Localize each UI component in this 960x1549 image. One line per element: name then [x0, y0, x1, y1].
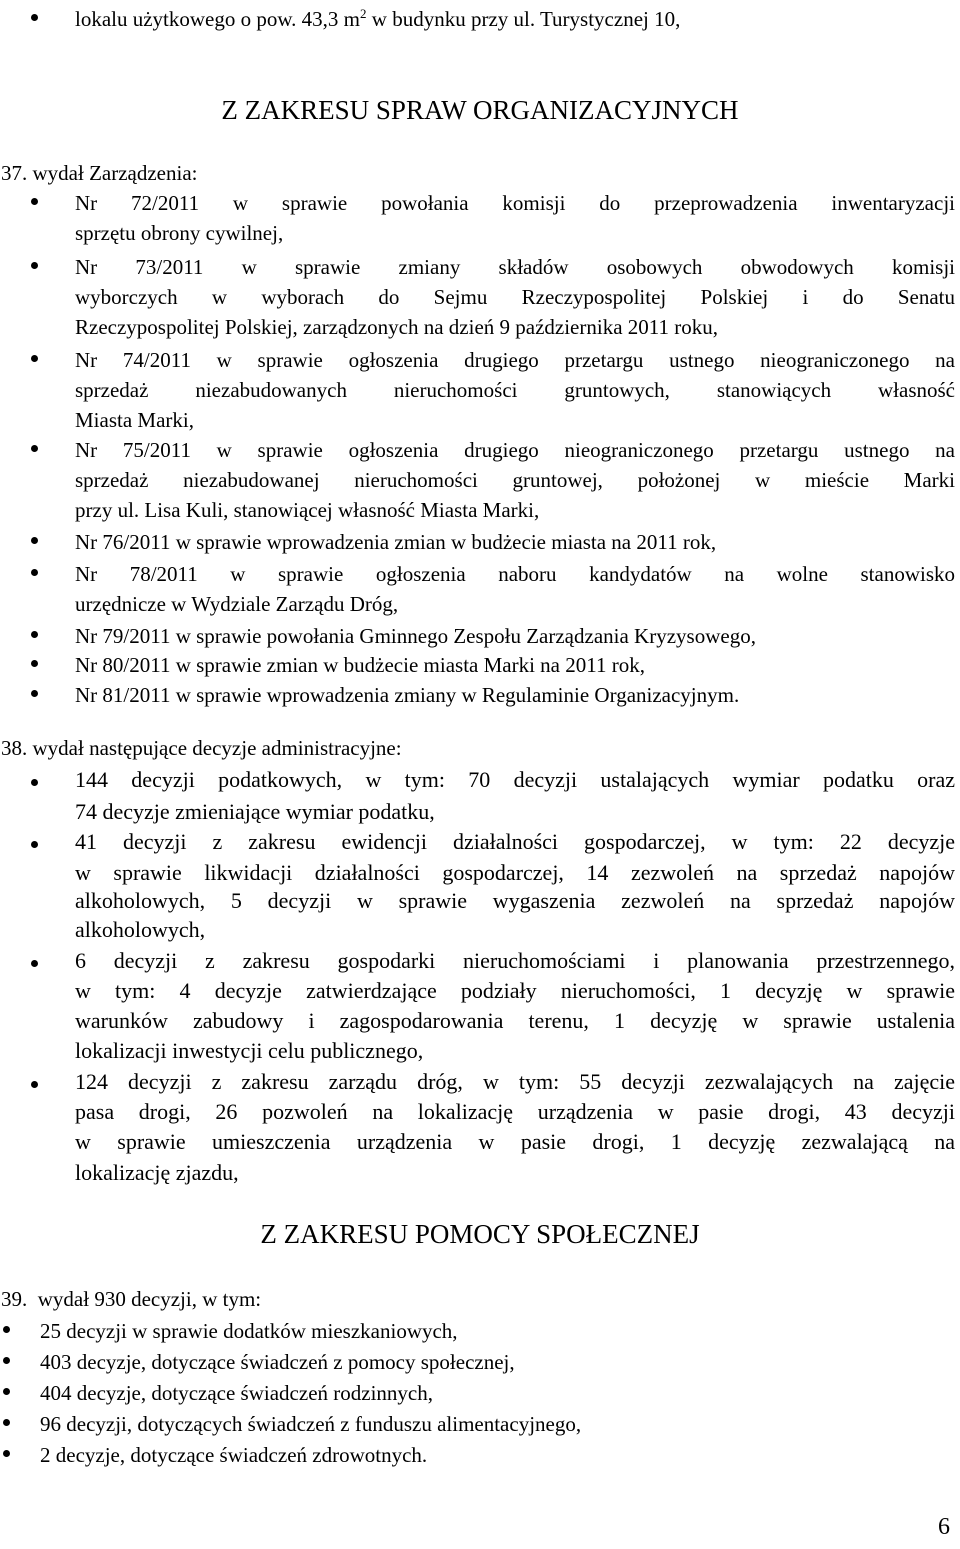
s37-item-7-line-1: Nr 79/2011 w sprawie powołania Gminnego Zespołu Zarządzania Kryzysowego,: [75, 624, 756, 648]
bullet: [31, 1081, 38, 1088]
section-39-header: [1, 1284, 261, 1314]
s37-item-3-line-1: Nr 74/2011 w sprawie ogłoszenia drugiego przetargu ustnego nieograniczonego na: [75, 348, 955, 372]
s37-item-6-line-2: urzędnicze w Wydziale Zarządu Dróg,: [75, 592, 399, 616]
s38-item-2-line-2: w sprawie likwidacji działalności gospodarczej, 14 zezwoleń na sprzedaż napojów: [75, 860, 955, 885]
bullet: [31, 631, 38, 638]
s37-item-4-line-1: Nr 75/2011 w sprawie ogłoszenia drugiego nieograniczonego przetargu ustnego na: [75, 438, 955, 462]
bullet: [3, 1450, 10, 1457]
bullet: [31, 355, 38, 362]
s37-item-5-line-1: Nr 76/2011 w sprawie wprowadzenia zmian w budżecie miasta na 2011 rok,: [75, 530, 717, 554]
s38-item-1-line-1: 144 decyzji podatkowych, w tym: 70 decyzji ustalających wymiar podatku oraz: [75, 767, 955, 792]
section-38-title: wydał następujące decyzje administracyjne:: [32, 736, 402, 760]
bullet: [3, 1357, 10, 1364]
s37-item-3-line-3: Miasta Marki,: [75, 408, 194, 432]
bullet: [31, 445, 38, 452]
top-item-text: [75, 4, 680, 34]
s38-item-3-line-3: warunków zabudowy i zagospodarowania terenu, 1 decyzję w sprawie ustalenia: [75, 1008, 955, 1033]
bullet: [31, 198, 38, 205]
s37-item-1-line-2: sprzętu obrony cywilnej,: [75, 221, 284, 245]
s38-item-4-line-1: 124 decyzji z zakresu zarządu dróg, w tym: 55 decyzji zezwalających na zajęcie: [75, 1069, 955, 1094]
s39-item-4: 96 decyzji, dotyczących świadczeń z funduszu alimentacyjnego,: [40, 1412, 582, 1436]
s38-item-3-line-1: 6 decyzji z zakresu gospodarki nieruchomościami i planowania przestrzennego,: [75, 948, 955, 973]
section-37-header: [1, 158, 198, 188]
s39-item-5: 2 decyzje, dotyczące świadczeń zdrowotnych.: [40, 1443, 428, 1467]
section-39-number: 39.: [1, 1287, 28, 1311]
s38-item-2-line-1: 41 decyzji z zakresu ewidencji działalności gospodarczej, w tym: 22 decyzje: [75, 829, 955, 854]
s37-item-8-line-1: Nr 80/2011 w sprawie zmian w budżecie miasta Marki na 2011 rok,: [75, 653, 645, 677]
top-item-rest: w budynku przy ul. Turystycznej 10,: [366, 7, 681, 31]
heading-social-assistance: Z ZAKRESU POMOCY SPOŁECZNEJ: [260, 1219, 700, 1249]
s38-item-4-line-4: lokalizację zjazdu,: [75, 1160, 239, 1185]
s38-item-2-line-4: alkoholowych,: [75, 917, 206, 942]
bullet: [31, 660, 38, 667]
section-37-number: 37.: [1, 161, 28, 185]
bullet: [31, 262, 38, 269]
s39-item-3: 404 decyzje, dotyczące świadczeń rodzinnych,: [40, 1381, 433, 1405]
bullet: [31, 14, 38, 21]
section-37-title: wydał Zarządzenia:: [32, 161, 198, 185]
s38-item-1-line-2: 74 decyzje zmieniające wymiar podatku,: [75, 799, 435, 824]
bullet: [31, 960, 38, 967]
s37-item-2-line-2: wyborczych w wyborach do Sejmu Rzeczypospolitej Polskiej i do Senatu: [75, 285, 955, 309]
s37-item-1-line-1: Nr 72/2011 w sprawie powołania komisji do przeprowadzenia inwentaryzacji: [75, 191, 955, 215]
bullet: [3, 1326, 10, 1333]
bullet: [31, 537, 38, 544]
s39-item-2: 403 decyzje, dotyczące świadczeń z pomocy społecznej,: [40, 1350, 515, 1374]
bullet: [3, 1388, 10, 1395]
bullet: [3, 1419, 10, 1426]
s38-item-4-line-2: pasa drogi, 26 pozwoleń na lokalizację urządzenia w pasie drogi, 43 decyzji: [75, 1099, 955, 1124]
page-number: 6: [938, 1514, 950, 1540]
bullet: [31, 841, 38, 848]
s37-item-6-line-1: Nr 78/2011 w sprawie ogłoszenia naboru kandydatów na wolne stanowisko: [75, 562, 955, 586]
s37-item-9-line-1: Nr 81/2011 w sprawie wprowadzenia zmiany w Regulaminie Organizacyjnym.: [75, 683, 740, 707]
s39-item-1: 25 decyzji w sprawie dodatków mieszkaniowych,: [40, 1319, 458, 1343]
bullet: [31, 690, 38, 697]
top-item-main: lokalu użytkowego o pow. 43,3 m: [75, 7, 361, 31]
s37-item-2-line-1: Nr 73/2011 w sprawie zmiany składów osobowych obwodowych komisji: [75, 255, 955, 279]
s37-item-4-line-2: sprzedaż niezabudowanej nieruchomości gruntowej, położonej w mieście Marki: [75, 468, 955, 492]
s38-item-3-line-4: lokalizacji inwestycji celu publicznego,: [75, 1038, 424, 1063]
s37-item-3-line-2: sprzedaż niezabudowanych nieruchomości gruntowych, stanowiących własność: [75, 378, 955, 402]
top-item-sup: 2: [360, 6, 367, 21]
section-39-title: wydał 930 decyzji, w tym:: [37, 1287, 262, 1311]
s37-item-2-line-3: Rzeczypospolitej Polskiej, zarządzonych na dzień 9 października 2011 roku,: [75, 315, 718, 339]
s38-item-2-line-3: alkoholowych, 5 decyzji w sprawie wygaszenia zezwoleń na sprzedaż napojów: [75, 888, 955, 913]
heading-organizational: Z ZAKRESU SPRAW ORGANIZACYJNYCH: [221, 95, 739, 125]
section-38-header: [1, 733, 402, 763]
bullet: [31, 779, 38, 786]
s38-item-3-line-2: w tym: 4 decyzje zatwierdzające podziały nieruchomości, 1 decyzję w sprawie: [75, 978, 955, 1003]
s38-item-4-line-3: w sprawie umieszczenia urządzenia w pasie drogi, 1 decyzję zezwalającą na: [75, 1129, 955, 1154]
section-38-number: 38.: [1, 736, 28, 760]
s37-item-4-line-3: przy ul. Lisa Kuli, stanowiącej własność Miasta Marki,: [75, 498, 540, 522]
bullet: [31, 569, 38, 576]
